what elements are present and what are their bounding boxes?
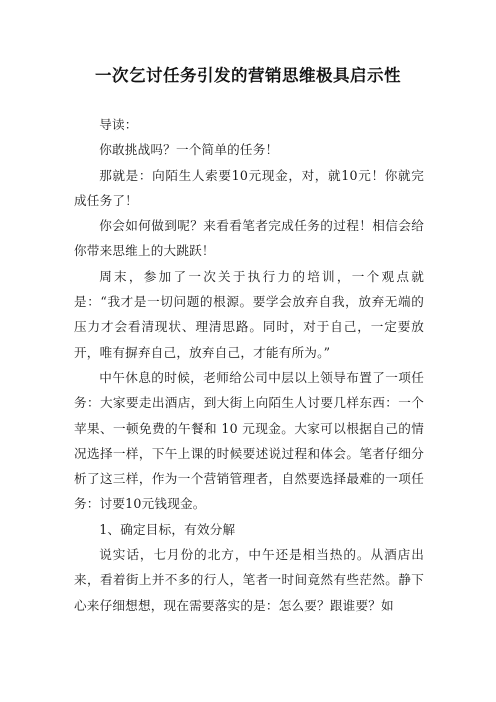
paragraph-assignment: 中午休息的时候，老师给公司中层以上领导布置了一项任务：大家要走出酒店，到大街上向陌生人讨要几样东西：一个苹果、一顿免费的午餐和 10 元现金。大家可以根据自己的情况选择一样，下午上课的时候要述说过程和体会。笔者仔细分析了这三样，作为一个营销管理者，自然要选择最难的一项任务：讨要10元钱现金。 [74, 369, 424, 512]
section-heading-1: 1、确定目标，有效分解 [99, 521, 236, 537]
document-title: 一次乞讨任务引发的营销思维极具启示性 [95, 66, 401, 85]
paragraph-training: 周末，参加了一次关于执行力的培训，一个观点就是：“我才是一切问题的根源。要学会放弃自我，放弃无端的压力才会看清现状、理清思路。同时，对于自己，一定要放开，唯有摒弃自己，放弃自己，才能有所为。” [74, 268, 424, 360]
document-body [74, 112, 424, 618]
paragraph-section-1: 说实话，七月份的北方，中午还是相当热的。从酒店出来，看着街上并不多的行人，笔者一时间竟然有些茫然。静下心来仔细想想，现在需要落实的是：怎么要？跟谁要？如 [74, 547, 424, 613]
paragraph-task: 那就是：向陌生人索要10元现金，对，就10元！你就完成任务了！ [74, 167, 424, 208]
paragraph-challenge: 你敢挑战吗？一个简单的任务！ [99, 142, 279, 158]
paragraph-how: 你会如何做到呢？来看看笔者完成任务的过程！相信会给你带来思维上的大跳跃！ [74, 218, 424, 259]
paragraph-intro-label: 导读： [99, 117, 138, 132]
